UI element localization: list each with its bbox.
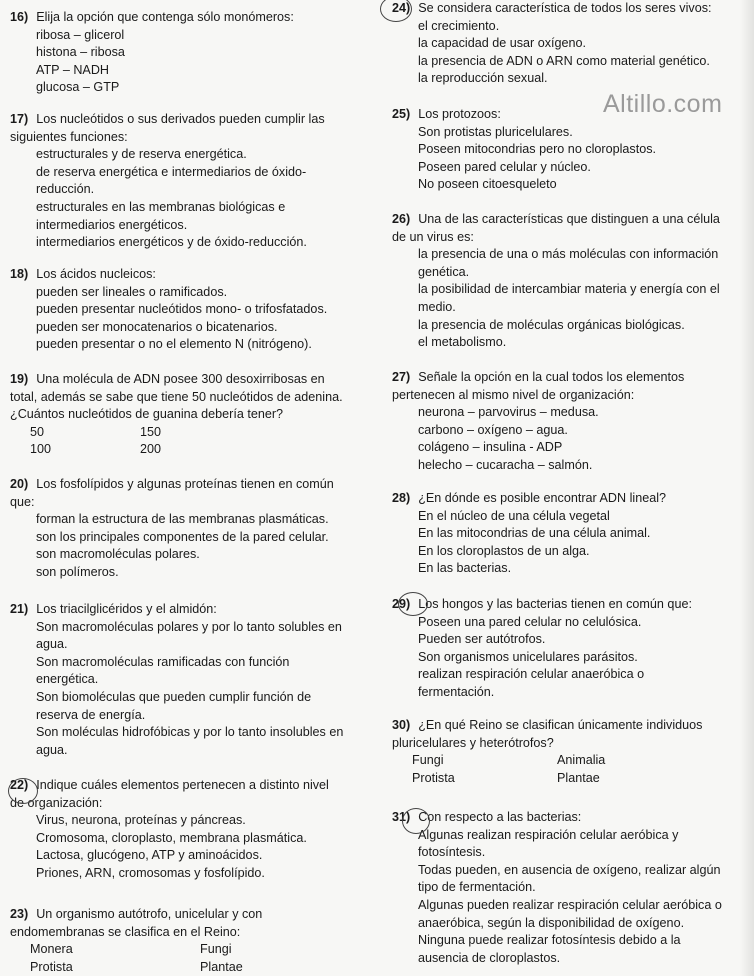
question-text: Un organismo autótrofo, unicelular y con endomembranas se clasifica en el Reino: (10, 907, 263, 939)
question-17 (10, 111, 340, 252)
answer-option[interactable]: son los principales componentes de la pared celular. (36, 529, 329, 544)
answer-option[interactable]: estructurales y de reserva energética. (36, 147, 247, 162)
question-29 (392, 596, 722, 702)
answer-option[interactable]: Son protistas pluricelulares. (418, 124, 573, 139)
question-text: Una de las características que distinguen a una célula de un virus es: (392, 212, 720, 244)
question-stem (10, 906, 310, 941)
answer-option[interactable]: intermediarios energéticos y de óxido-reducción. (36, 235, 307, 250)
answer-option[interactable]: Fungi (200, 942, 232, 957)
question-stem (10, 111, 340, 146)
answer-option[interactable]: Son biomoléculas que pueden cumplir función de reserva de energía. (36, 689, 312, 722)
question-stem (10, 476, 345, 511)
question-text: Indique cuáles elementos pertenecen a distinto nivel de organización: (10, 778, 329, 810)
question-number: 22) (10, 778, 29, 792)
answer-option[interactable]: 50 (30, 424, 45, 439)
question-text: Los protozoos: (418, 107, 501, 121)
answer-option[interactable]: 200 (140, 442, 162, 457)
question-16 (10, 9, 340, 97)
answer-option[interactable]: Fungi (412, 753, 444, 768)
answer-option[interactable]: Todas pueden, en ausencia de oxígeno, realizar algún tipo de fermentación. (418, 862, 721, 895)
question-number: 16) (10, 10, 29, 24)
question-text: Los ácidos nucleicos: (36, 267, 156, 281)
answer-option[interactable]: Poseen pared celular y núcleo. (418, 159, 591, 174)
question-number: 28) (392, 491, 411, 505)
answer-option[interactable]: la presencia de moléculas orgánicas biológicas. (418, 317, 685, 332)
question-number: 27) (392, 370, 411, 384)
answer-options-grid (10, 424, 345, 459)
question-number: 26) (392, 212, 411, 226)
question-stem (10, 9, 340, 27)
question-number: 23) (10, 907, 29, 921)
question-25 (392, 106, 712, 194)
question-text: ¿En dónde es posible encontrar ADN lineal? (418, 491, 667, 505)
answer-option[interactable]: la presencia de ADN o ARN como material genético. (418, 53, 710, 68)
answer-option[interactable]: Plantae (200, 959, 243, 974)
question-28 (392, 490, 722, 578)
question-22 (10, 777, 345, 883)
answer-option[interactable]: Plantae (557, 770, 600, 785)
question-stem (392, 717, 727, 752)
question-text: Elija la opción que contenga sólo monómeros: (36, 10, 294, 24)
answer-option[interactable]: Protista (412, 770, 455, 785)
answer-option[interactable]: pueden ser lineales o ramificados. (36, 284, 228, 299)
answer-option[interactable]: la posibilidad de intercambiar materia y energía con el medio. (418, 282, 720, 314)
answer-option[interactable]: Son organismos unicelulares parásitos. (418, 649, 638, 664)
answer-option[interactable]: Poseen una pared celular no celulósica. (418, 614, 642, 629)
question-stem (392, 211, 727, 246)
answer-options-grid (10, 941, 310, 976)
answer-option[interactable]: son polímeros. (36, 564, 119, 579)
watermark: Altillo.com (603, 90, 723, 118)
question-stem (392, 490, 722, 508)
question-text: Los triacilglicéridos y el almidón: (36, 602, 217, 616)
question-stem (392, 0, 732, 18)
answer-option[interactable]: realizan respiración celular anaeróbica o fermentación. (418, 667, 645, 699)
answer-option[interactable]: Poseen mitocondrias pero no cloroplastos. (418, 142, 657, 157)
answer-option[interactable]: la capacidad de usar oxígeno. (418, 36, 587, 51)
question-19 (10, 371, 345, 459)
answer-option[interactable]: En los cloroplastos de un alga. (418, 543, 590, 558)
answer-option[interactable]: 150 (140, 424, 162, 439)
answer-option[interactable]: helecho – cucaracha – salmón. (418, 457, 593, 472)
answer-option[interactable]: Son moléculas hidrofóbicas y por lo tanto insolubles en agua. (36, 725, 344, 757)
question-number: 25) (392, 107, 411, 121)
question-26 (392, 211, 727, 352)
answer-option[interactable]: estructurales en las membranas biológicas e intermediarios energéticos. (36, 199, 286, 232)
answer-options-grid (392, 752, 727, 787)
question-stem (10, 777, 345, 812)
answer-option[interactable]: la reproducción sexual. (418, 71, 548, 86)
question-stem (392, 369, 722, 404)
answer-option[interactable]: Algunas realizan respiración celular aeróbica y fotosíntesis. (418, 827, 679, 860)
answer-option[interactable]: de reserva energética e intermediarios de óxido-reducción. (36, 164, 307, 197)
answer-option[interactable]: Lactosa, glucógeno, ATP y aminoácidos. (36, 848, 263, 863)
question-number: 30) (392, 718, 411, 732)
answer-option[interactable]: Virus, neurona, proteínas y páncreas. (36, 813, 246, 828)
question-text: Los nucleótidos o sus derivados pueden cumplir las siguientes funciones: (10, 112, 325, 144)
answer-option[interactable]: En las bacterias. (418, 561, 512, 576)
answer-option[interactable]: el crecimiento. (418, 18, 500, 33)
question-18 (10, 266, 345, 354)
question-number: 17) (10, 112, 29, 126)
question-number: 24) (392, 1, 411, 15)
question-text: Los fosfolípidos y algunas proteínas tienen en común que: (10, 477, 334, 509)
question-30 (392, 717, 727, 787)
question-text: Una molécula de ADN posee 300 desoxirribosas en total, además se sabe que tiene 50 nucleótidos de adenina. ¿Cuántos nucleótidos de guanina debería tener? (10, 372, 343, 422)
answer-option[interactable]: Animalia (557, 753, 606, 768)
question-21 (10, 601, 345, 759)
answer-option[interactable]: Pueden ser autótrofos. (418, 632, 546, 647)
answer-option[interactable]: pueden presentar nucleótidos mono- o trifosfatados. (36, 302, 328, 317)
answer-option[interactable]: pueden presentar o no el elemento N (nitrógeno). (36, 337, 312, 352)
answer-option[interactable]: Son macromoléculas polares y por lo tanto solubles en agua. (36, 619, 342, 652)
question-text: ¿En qué Reino se clasifican únicamente individuos pluricelulares y heterótrofos? (392, 718, 703, 750)
answer-option[interactable]: histona – ribosa (36, 45, 125, 60)
question-number: 21) (10, 602, 29, 616)
question-text: Se considera característica de todos los seres vivos: (418, 1, 712, 15)
question-number: 31) (392, 810, 411, 824)
answer-option[interactable]: forman la estructura de las membranas plasmáticas. (36, 512, 329, 527)
answer-option[interactable]: glucosa – GTP (36, 80, 120, 95)
answer-option[interactable]: Algunas pueden realizar respiración celular aeróbica o anaeróbica, según la disponibilidad de oxígeno. (418, 897, 722, 930)
answer-option[interactable]: son macromoléculas polares. (36, 547, 200, 562)
question-number: 19) (10, 372, 29, 386)
question-24 (392, 0, 732, 88)
answer-option[interactable]: Monera (30, 942, 73, 957)
question-27 (392, 369, 722, 475)
question-stem (392, 106, 712, 124)
answer-option[interactable]: ribosa – glicerol (36, 27, 125, 42)
answer-option[interactable]: la presencia de una o más moléculas con información genética. (418, 247, 719, 279)
question-stem (10, 371, 345, 424)
question-number: 20) (10, 477, 29, 491)
question-stem (10, 601, 345, 619)
answer-option[interactable]: Protista (30, 959, 73, 974)
answer-option[interactable]: el metabolismo. (418, 335, 507, 350)
question-31 (392, 809, 732, 967)
page-edge-shadow (740, 0, 754, 976)
answer-option[interactable]: En las mitocondrias de una célula animal. (418, 526, 651, 541)
question-number: 29) (392, 597, 411, 611)
question-stem (392, 809, 732, 827)
answer-option[interactable]: 100 (30, 442, 52, 457)
question-text: Los hongos y las bacterias tienen en común que: (418, 597, 692, 611)
answer-option[interactable]: Priones, ARN, cromosomas y fosfolípido. (36, 865, 265, 880)
question-number: 18) (10, 267, 29, 281)
question-stem (10, 266, 345, 284)
question-text: Con respecto a las bacterias: (418, 810, 582, 824)
answer-option[interactable]: Son macromoléculas ramificadas con función energética. (36, 654, 290, 687)
answer-option[interactable]: ATP – NADH (36, 62, 110, 77)
question-20 (10, 476, 345, 582)
answer-option[interactable]: En el núcleo de una célula vegetal (418, 508, 610, 523)
answer-option[interactable]: colágeno – insulina - ADP (418, 440, 563, 455)
answer-option[interactable]: neurona – parvovirus – medusa. (418, 405, 599, 420)
question-text: Señale la opción en la cual todos los elementos pertenecen al mismo nivel de organización: (392, 370, 685, 402)
question-stem (392, 596, 722, 614)
answer-option[interactable]: Cromosoma, cloroplasto, membrana plasmática. (36, 830, 307, 845)
question-23 (10, 906, 310, 976)
answer-option[interactable]: pueden ser monocatenarios o bicatenarios. (36, 319, 278, 334)
answer-option[interactable]: Ninguna puede realizar fotosíntesis debido a la ausencia de cloroplastos. (418, 933, 681, 965)
answer-option[interactable]: No poseen citoesqueleto (418, 177, 557, 192)
answer-option[interactable]: carbono – oxígeno – agua. (418, 422, 568, 437)
